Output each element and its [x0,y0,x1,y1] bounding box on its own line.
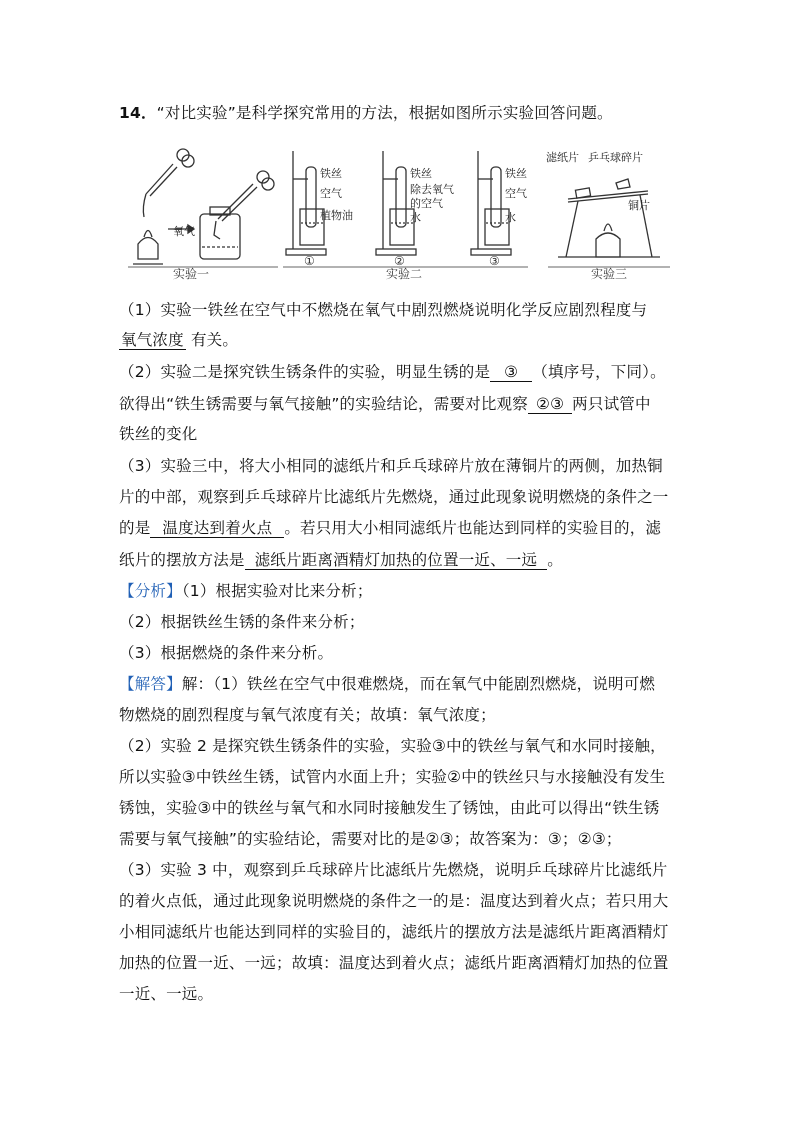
tube1-label-3: 植物油 [320,209,353,222]
solution-line-7: （3）实验 3 中，观察到乒乓球碎片比滤纸片先燃烧，说明乒乓球碎片比滤纸片 [119,861,668,879]
tube1-number: ① [304,254,315,268]
q3-line-2: 片的中部，观察到乒乓球碎片比滤纸片先燃烧，通过此现象说明燃烧的条件之一 [119,488,669,506]
q1-line-2: 氧气浓度 有关。 [121,331,239,349]
solution-line-6: 需要与氧气接触”的实验结论，需要对比的是②③；故答案为：③；②③； [119,830,622,848]
tube2-label-3: 的空气 [410,197,443,210]
solution-line-2: 物燃烧的剧烈程度与氧气浓度有关；故填：氧气浓度； [119,706,496,724]
q3-answer-1: 温度达到着火点 [150,519,284,538]
exp1-caption: 实验一 [173,267,210,281]
q3-line-1: （3）实验三中，将大小相同的滤纸片和乒乓球碎片放在薄铜片的两侧，加热铜 [119,457,663,475]
q2-line-2: 欲得出“铁生锈需要与氧气接触”的实验结论，需要对比观察 ②③ 两只试管中 [119,395,651,413]
analysis-line-3: （3）根据燃烧的条件来分析。 [119,644,334,662]
tube3-number: ③ [489,254,500,268]
solution-line-11: 一近、一远。 [119,985,214,1003]
question-number: 14． [119,104,157,122]
tube2-label-1: 铁丝 [410,167,432,180]
tube1-label-2: 空气 [320,187,342,200]
analysis-tag: 【分析】 [119,582,182,600]
q1-answer: 氧气浓度 [121,331,184,349]
tube3-label-1: 铁丝 [505,167,527,180]
question-title: 14．“对比实验”是科学探究常用的方法，根据如图所示实验回答问题。 [119,104,613,122]
tube2-label-4: 水 [410,211,421,224]
q2-answer-2: ②③ [528,395,572,414]
q1-line-1: （1）实验一铁丝在空气中不燃烧在氧气中剧烈燃烧说明化学反应剧烈程度与 [119,301,648,319]
q3-line-3: 的是 温度达到着火点 。若只用大小相同滤纸片也能达到同样的实验目的，滤 [119,519,662,537]
exp1-gas-label: 氧气 [173,225,195,238]
solution-line-8: 的着火点低，通过此现象说明燃烧的条件之一的是：温度达到着火点；若只用大 [119,892,669,910]
q2-line-1: （2）实验二是探究铁生锈条件的实验，明显生锈的是 ③ （填序号，下同）。 [119,363,666,381]
exp3-caption: 实验三 [591,267,628,281]
exp3-copper-label: 铜片 [628,199,650,212]
q2-line-3: 铁丝的变化 [119,425,198,443]
q2-answer-1: ③ [490,363,532,382]
solution-line-5: 锈蚀，实验③中的铁丝与氧气和水同时接触发生了锈蚀，由此可以得出“铁生锈 [119,799,660,817]
exp2-caption: 实验二 [386,267,423,281]
tube2-number: ② [394,254,405,268]
tube2-label-2: 除去氧气 [410,183,454,196]
analysis-line-2: （2）根据铁丝生锈的条件来分析； [119,613,365,631]
tube3-label-3: 水 [505,211,516,224]
solution-line-9: 小相同滤纸片也能达到同样的实验目的，滤纸片的摆放方法是滤纸片距离酒精灯 [119,923,669,941]
solution-tag: 【解答】 [119,675,182,693]
q3-line-4: 纸片的摆放方法是 滤纸片距离酒精灯加热的位置一近、一远 。 [119,551,563,569]
tube1-label-1: 铁丝 [320,167,342,180]
analysis-line-1: 【分析】（1）根据实验对比来分析； [119,582,373,600]
solution-line-3: （2）实验 2 是探究铁生锈条件的实验，实验③中的铁丝与氧气和水同时接触， [119,737,666,755]
tube3-label-2: 空气 [505,187,527,200]
exp3-filter-label: 滤纸片 [546,151,579,164]
solution-line-4: 所以实验③中铁丝生锈，试管内水面上升；实验②中的铁丝只与水接触没有发生 [119,768,666,786]
q3-answer-2: 滤纸片距离酒精灯加热的位置一近、一远 [245,551,548,570]
experiment-figure [128,139,670,287]
solution-line-10: 加热的位置一近、一远；故填：温度达到着火点；滤纸片距离酒精灯加热的位置 [119,954,669,972]
solution-line-1: 【解答】解：（1）铁丝在空气中很难燃烧，而在氧气中能剧烈燃烧，说明可燃 [119,675,656,693]
exp3-pingpong-label: 乒乓球碎片 [588,151,643,164]
